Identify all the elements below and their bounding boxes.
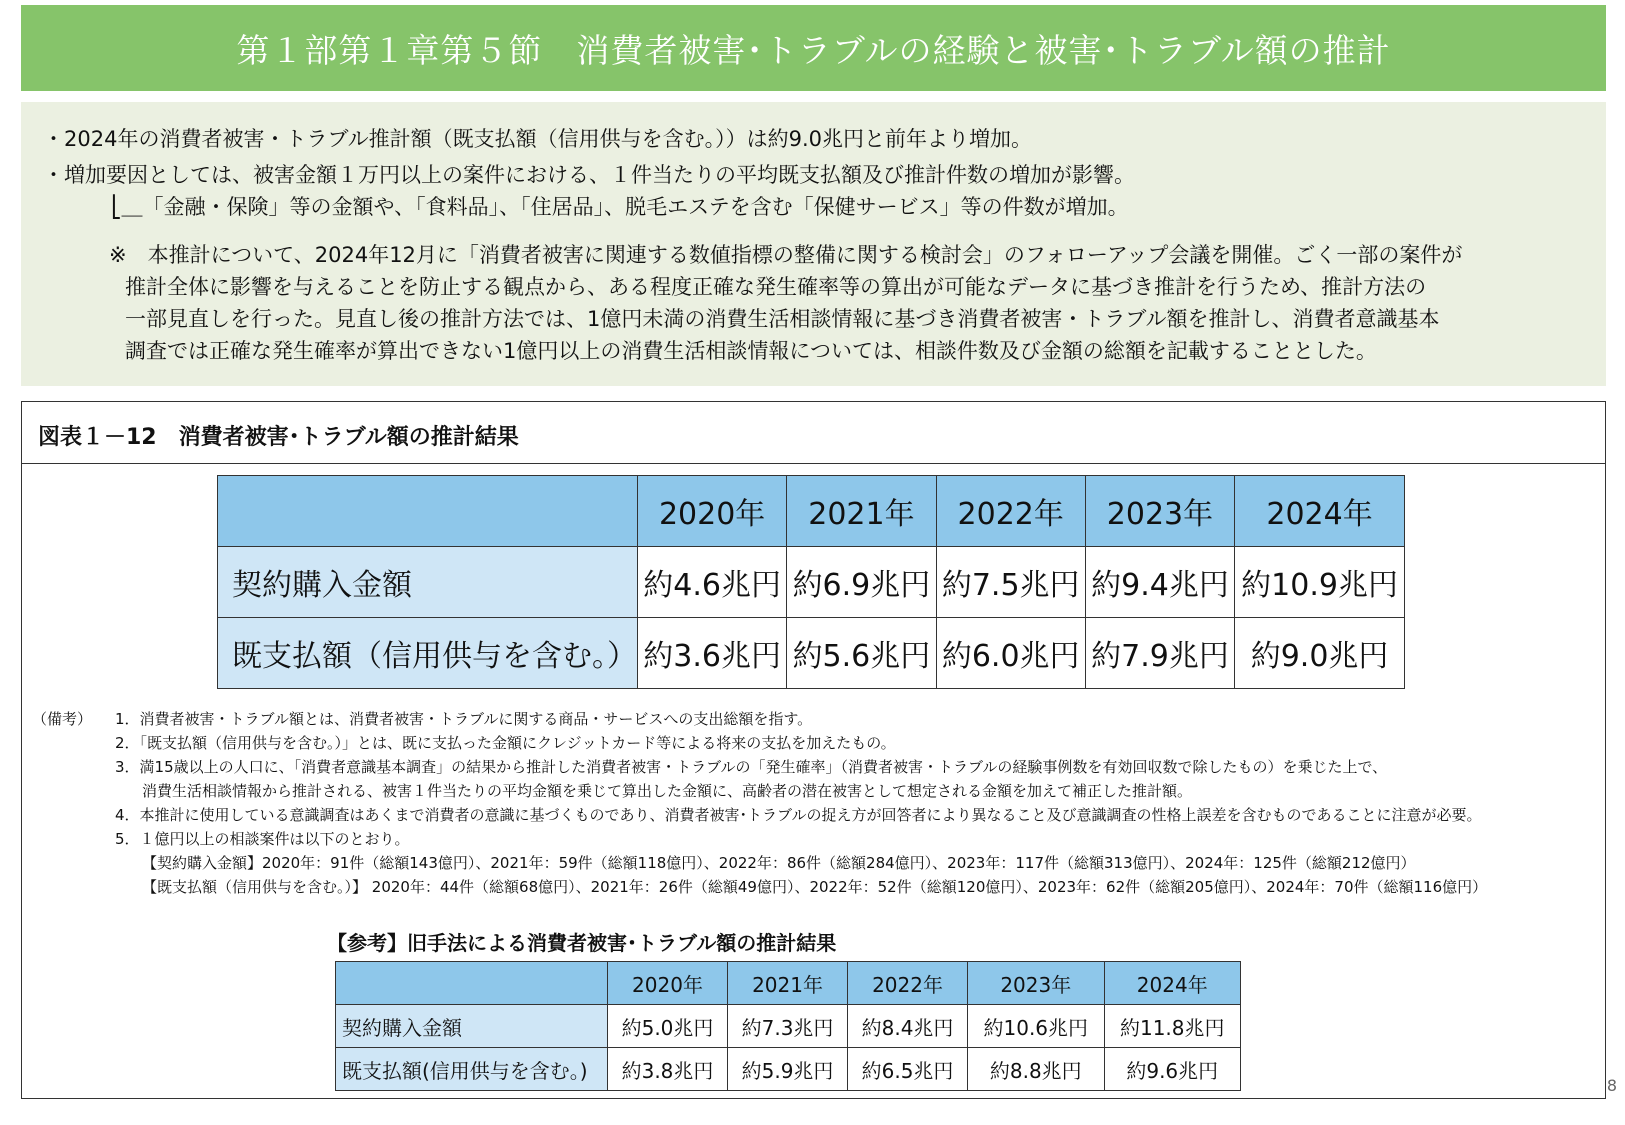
summary-bullet: ・増加要因としては、被害金額１万円以上の案件における、１件当たりの平均既支払額及び推計件数の増加が影響。 (43, 163, 1135, 187)
year-header: 2023年 (1085, 476, 1234, 547)
year-header: 2023年 (968, 962, 1104, 1005)
cell: 約7.9兆円 (1085, 618, 1234, 689)
table-row (336, 1048, 1241, 1091)
cell: 約10.9兆円 (1235, 547, 1405, 618)
summary-note: 調査では正確な発生確率が算出できない1億円以上の消費生活相談情報については、相談件数及び金額の総額を記載することとした。 (125, 339, 1377, 363)
cell: 約5.0兆円 (608, 1005, 728, 1048)
figure-box (21, 401, 1606, 1099)
note-line: 2．「既支払額（信用供与を含む。）」とは、既に支払った金額にクレジットカード等による将来の支払を加えたもの。 (115, 734, 896, 752)
note-line: 消費生活相談情報から推計される、被害１件当たりの平均金額を乗じて算出した金額に、高齢者の潜在被害として想定される金額を加えて補正した推計額。 (142, 782, 1193, 800)
year-header: 2020年 (608, 962, 728, 1005)
figure-title: 図表１－12 消費者被害･トラブル額の推計結果 (22, 402, 1605, 464)
summary-bullet: ・2024年の消費者被害・トラブル推計額（既支払額（信用供与を含む。））は約9.0兆円と前年より増加。 (43, 127, 1032, 151)
year-header: 2022年 (848, 962, 968, 1005)
header-cell (218, 476, 638, 547)
cell: 約6.9兆円 (787, 547, 936, 618)
table-row (336, 1005, 1241, 1048)
header-cell (336, 962, 608, 1005)
cell: 約8.8兆円 (968, 1048, 1104, 1091)
cell: 約5.9兆円 (728, 1048, 848, 1091)
reference-title: 【参考】旧手法による消費者被害･トラブル額の推計結果 (327, 931, 837, 955)
cell: 約9.4兆円 (1085, 547, 1234, 618)
page-number: 8 (1606, 1076, 1617, 1095)
cell: 約5.6兆円 (787, 618, 936, 689)
summary-box (21, 102, 1606, 386)
table-row (218, 547, 1405, 618)
cell: 約8.4兆円 (848, 1005, 968, 1048)
year-header: 2022年 (936, 476, 1085, 547)
section-header: 第１部第１章第５節 消費者被害･トラブルの経験と被害･トラブル額の推計 (21, 5, 1606, 91)
summary-sub: ⎣＿「金融・保険」等の金額や、「食料品」、「住居品」、脱毛エステを含む「保健サービス」等の件数が増加。 (111, 195, 1129, 219)
cell: 約3.6兆円 (638, 618, 787, 689)
reference-table (335, 961, 1241, 1091)
estimate-table (217, 475, 1405, 689)
year-header: 2024年 (1104, 962, 1241, 1005)
cell: 約6.5兆円 (848, 1048, 968, 1091)
note-line: 3．満15歳以上の人口に、「消費者意識基本調査」の結果から推計した消費者被害・トラブルの「発生確率」（消費者被害・トラブルの経験事例数を有効回収数で除したもの）を乗じた上で、 (115, 758, 1388, 776)
summary-note: 一部見直しを行った。見直し後の推計方法では、1億円未満の消費生活相談情報に基づき消費者被害・トラブル額を推計し、消費者意識基本 (125, 307, 1440, 331)
cell: 約9.0兆円 (1235, 618, 1405, 689)
note-line: 【既支払額（信用供与を含む。）】 2020年：44件（総額68億円）、2021年：26件（総額49億円）、2022年：52件（総額120億円）、2023年：62件（総額205億円）、2024年：70件（総額116億円） (142, 878, 1488, 896)
cell: 約11.8兆円 (1104, 1005, 1241, 1048)
row-label: 既支払額(信用供与を含む。) (336, 1048, 608, 1091)
year-header: 2021年 (728, 962, 848, 1005)
row-label: 契約購入金額 (218, 547, 638, 618)
row-label: 契約購入金額 (336, 1005, 608, 1048)
year-header: 2021年 (787, 476, 936, 547)
notes-head: （備考） (32, 710, 93, 728)
cell: 約6.0兆円 (936, 618, 1085, 689)
summary-note: 推計全体に影響を与えることを防止する観点から、ある程度正確な発生確率等の算出が可能なデータに基づき推計を行うため、推計方法の (125, 275, 1427, 299)
note-line: 5．１億円以上の相談案件は以下のとおり。 (115, 830, 410, 848)
note-line: 1．消費者被害・トラブル額とは、消費者被害・トラブルに関する商品・サービスへの支出総額を指す。 (115, 710, 813, 728)
cell: 約3.8兆円 (608, 1048, 728, 1091)
cell: 約7.5兆円 (936, 547, 1085, 618)
notes (32, 707, 1487, 899)
table-row (218, 618, 1405, 689)
row-label: 既支払額（信用供与を含む。） (218, 618, 638, 689)
year-header: 2020年 (638, 476, 787, 547)
cell: 約10.6兆円 (968, 1005, 1104, 1048)
note-line: 【契約購入金額】2020年：91件（総額143億円）、2021年：59件（総額118億円）、2022年：86件（総額284億円）、2023年：117件（総額313億円）、2024年：125件（総額212億円） (142, 854, 1416, 872)
cell: 約9.6兆円 (1104, 1048, 1241, 1091)
note-line: 4．本推計に使用している意識調査はあくまで消費者の意識に基づくものであり、消費者被害･トラブルの捉え方が回答者により異なること及び意識調査の性格上誤差を含むものであることに注意が必要。 (115, 806, 1482, 824)
cell: 約7.3兆円 (728, 1005, 848, 1048)
cell: 約4.6兆円 (638, 547, 787, 618)
year-header: 2024年 (1235, 476, 1405, 547)
summary-note: ※ 本推計について、2024年12月に「消費者被害に関連する数値指標の整備に関する検討会」のフォローアップ会議を開催。ごく一部の案件が (109, 243, 1463, 267)
